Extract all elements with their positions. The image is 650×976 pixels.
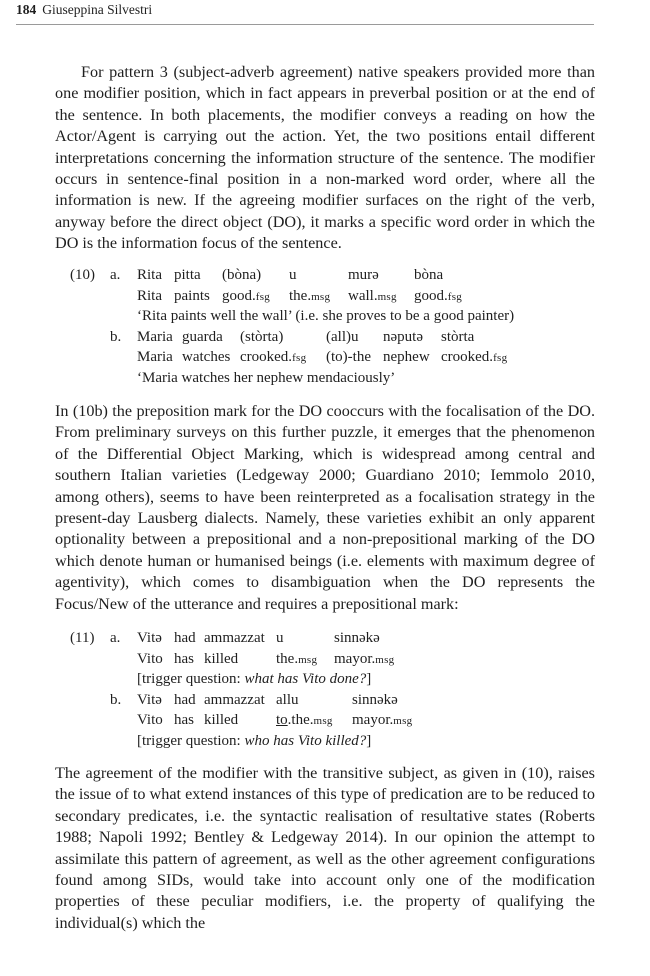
running-head-author: Giuseppina Silvestri xyxy=(42,2,153,17)
dialect-word: (bòna) xyxy=(222,267,262,283)
dialect-word: ammazzat xyxy=(204,630,265,646)
running-header xyxy=(16,0,594,25)
example-11b-words xyxy=(0,690,650,711)
gloss-word: watches xyxy=(182,349,231,365)
dialect-word: u xyxy=(276,630,284,646)
dialect-word: had xyxy=(174,630,196,646)
page-number: 184 xyxy=(16,2,37,17)
example-10b-gloss xyxy=(0,347,650,368)
dialect-word: (stòrta) xyxy=(240,328,284,345)
dialect-word: nəputə xyxy=(383,328,423,345)
example-letter: a. xyxy=(110,267,121,283)
dialect-word: sinnəkə xyxy=(334,630,380,646)
trigger-question: [trigger question: who has Vito killed?] xyxy=(137,732,372,749)
example-10b-words xyxy=(0,327,650,348)
dialect-word: Rita xyxy=(137,267,162,283)
dialect-word: pitta xyxy=(174,267,201,283)
example-letter: a. xyxy=(110,630,121,646)
dialect-word: Maria xyxy=(137,328,173,345)
paragraph-agreement: The agreement of the modifier with the transitive subject, as given in (10), raises the issue of to what extend instances of this type of predication are to be reduced to secondary predicates, i.e. the syntactic realisation of resultative states (Roberts 1988; Napoli 1992; Bentley & Ledgeway 2014). In our opinion the attempt to assimilate this pattern of agreement, as well as the other agreement configurations found among SIDs, would take into account only one of the modification properties of these peculiar modifiers, i.e. the property of qualifying the individual(s) which the xyxy=(55,764,595,932)
gloss-word: the.msg xyxy=(289,287,331,304)
gloss-word: Rita xyxy=(137,287,162,304)
gloss-word: Vito xyxy=(137,712,163,728)
dialect-word: guarda xyxy=(182,328,223,345)
gloss-word: good.fsg xyxy=(222,287,271,304)
dialect-word: u xyxy=(289,267,297,283)
dialect-word: (all)u xyxy=(326,328,359,345)
gloss-word: crooked.fsg xyxy=(441,349,508,365)
gloss-word: mayor.msg xyxy=(352,712,413,728)
dialect-word: ammazzat xyxy=(204,691,265,708)
dialect-word: allu xyxy=(276,691,299,708)
gloss-word: mayor.msg xyxy=(334,650,395,667)
example-10a-gloss xyxy=(0,286,650,307)
example-11b-gloss xyxy=(0,710,650,731)
gloss-word: killed xyxy=(204,712,239,728)
gloss-word: to.the.msg xyxy=(276,712,333,728)
dialect-word: sinnəkə xyxy=(352,691,398,708)
example-number: (11) xyxy=(70,630,95,646)
gloss-word: the.msg xyxy=(276,650,318,667)
dialect-word: murə xyxy=(348,267,379,283)
gloss-word: good.fsg xyxy=(414,287,463,304)
paragraph-dom-focus: In (10b) the preposition mark for the DO cooccurs with the focalisation of the DO. From preliminary surveys on this further puzzle, it emerges that the phenomenon of the Differential Object Marking, which is widespread among central and southern Italian varieties (Ledgeway 2000; Guardiano 2010; Iemmolo 2010, among others), seems to have been reinterpreted as a focalisation strategy in the present-day Lausberg dialects. Namely, these varieties exhibit an only apparent optionality between a prepositional and a non-prepositional marking of the DO which denote human or humanised beings (i.e. elements with maximum degree of agentivity), which comes to disambiguation when the DO represents the Focus/New of the utterance and requires a prepositional mark: xyxy=(55,402,595,613)
example-10a-translation: ‘Rita paints well the wall’ (i.e. she proves to be a good painter) xyxy=(137,308,515,324)
example-11 xyxy=(0,628,650,751)
example-10 xyxy=(0,265,650,388)
gloss-word: killed xyxy=(204,650,239,667)
gloss-word: wall.msg xyxy=(348,287,397,304)
trigger-question: [trigger question: what has Vito done?] xyxy=(137,671,372,687)
example-10b-translation: ‘Maria watches her nephew mendaciously’ xyxy=(137,369,396,386)
gloss-word: nephew xyxy=(383,349,430,365)
gloss-word: (to)-the xyxy=(326,349,371,365)
example-letter: b. xyxy=(110,328,122,345)
gloss-word: Maria xyxy=(137,349,173,365)
example-10a-words xyxy=(0,265,650,286)
gloss-word: Vito xyxy=(137,650,163,667)
dialect-word: Vitə xyxy=(137,630,162,646)
example-number: (10) xyxy=(70,267,95,283)
dialect-word: stòrta xyxy=(441,328,475,345)
dialect-word: Vitə xyxy=(137,691,162,708)
dialect-word: had xyxy=(174,691,196,708)
example-11a-gloss xyxy=(0,649,650,670)
gloss-word: has xyxy=(174,650,194,667)
gloss-word: crooked.fsg xyxy=(240,349,307,365)
example-11a-trigger xyxy=(0,669,650,690)
example-11a-words xyxy=(0,628,650,649)
example-letter: b. xyxy=(110,691,122,708)
paragraph-pattern-3: For pattern 3 (subject-adverb agreement) native speakers provided more than one modifier position, which in fact appears in preverbal position or at the end of the sentence. In both placements, the modifier conveys a reading on how the Actor/Agent is carrying out the action. Yet, the two positions entail different interpretations concerning the information structure of the sentence. The modifier occurs in sentence-final position in a non-marked word order, where all the information is new. If the agreeing modifier surfaces on the right of the verb, anyway before the direct object (DO), it marks a specific word order in which the DO is the information focus of the sentence. xyxy=(55,63,595,253)
gloss-word: paints xyxy=(174,287,210,304)
gloss-word: has xyxy=(174,712,194,728)
example-11b-trigger xyxy=(0,731,650,752)
dialect-word: bòna xyxy=(414,267,444,283)
